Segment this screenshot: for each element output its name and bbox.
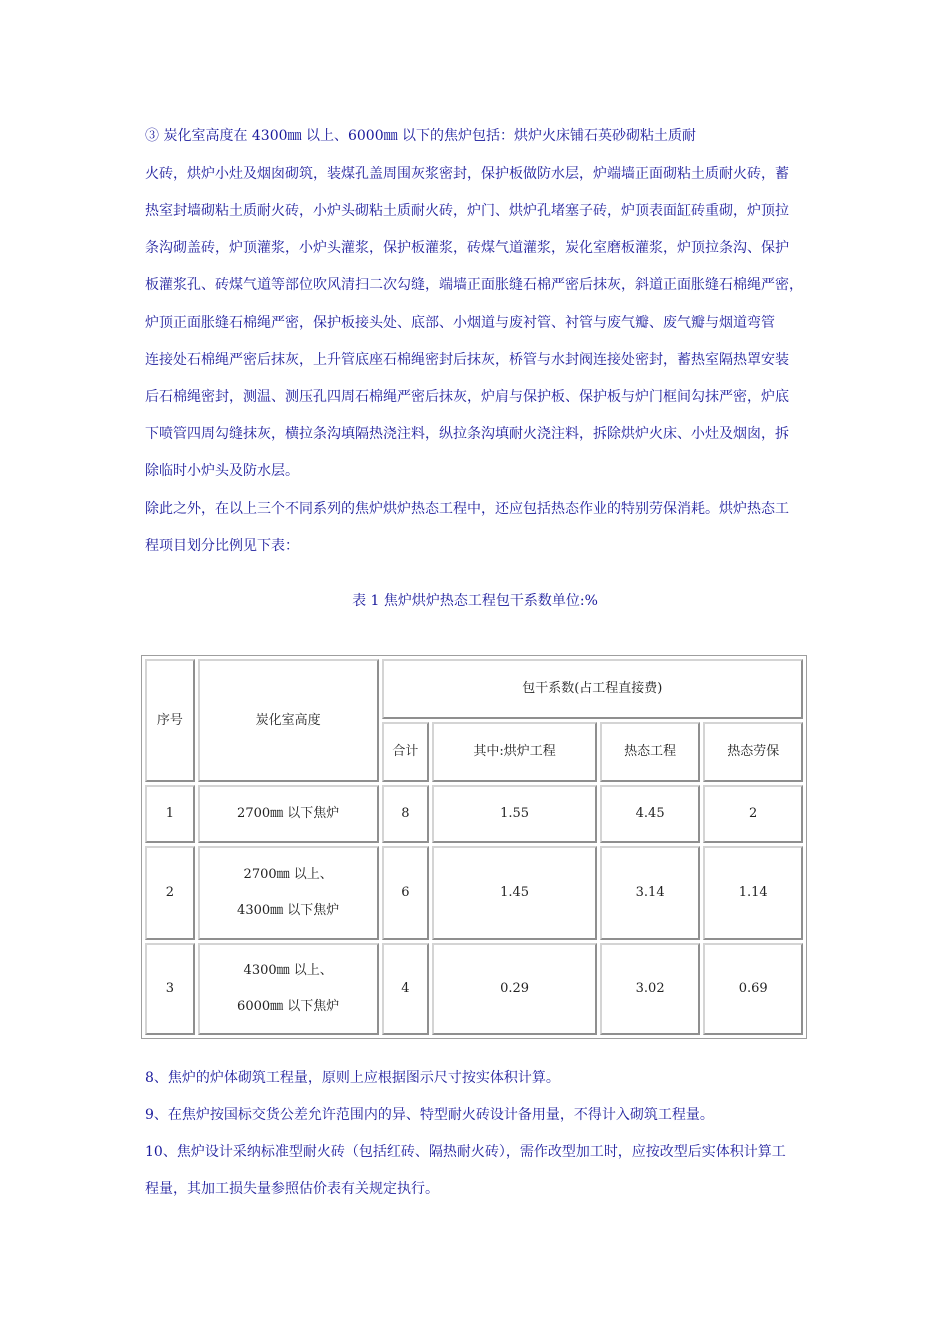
header-seq: 序号 [145, 659, 195, 782]
cell-labor: 1.14 [703, 846, 803, 940]
cell-oven: 1.55 [432, 785, 597, 843]
header-hot: 热态工程 [600, 722, 701, 782]
cell-hot: 3.14 [600, 846, 701, 940]
cell-height-line: 4300㎜ 以上、 [243, 963, 333, 978]
cell-height [198, 785, 379, 843]
table-caption: 表 1 焦炉烘炉热态工程包干系数单位:% [352, 593, 598, 609]
cell-oven: 1.45 [432, 846, 597, 940]
note-line: 9、在焦炉按国标交货公差允许范围内的异、特型耐火砖设计备用量，不得计入砌筑工程量。 [145, 1107, 714, 1123]
note-line: 8、焦炉的炉体砌筑工程量，原则上应根据图示尺寸按实体积计算。 [145, 1070, 560, 1086]
header-total: 合计 [382, 722, 430, 782]
paragraph-line: 火砖，烘炉小灶及烟囱砌筑，装煤孔盖周围灰浆密封，保护板做防水层，炉端墙正面砌粘土质耐火砖，蓄 [145, 166, 789, 182]
coefficient-table [141, 655, 807, 1039]
paragraph-line: 连接处石棉绳严密后抹灰，上升管底座石棉绳密封后抹灰，桥管与水封阀连接处密封，蓄热室隔热罩安装 [145, 352, 789, 368]
table-row [145, 785, 803, 843]
header-labor: 热态劳保 [703, 722, 803, 782]
cell-height-line: 2700㎜ 以下焦炉 [237, 806, 340, 821]
cell-total: 6 [382, 846, 430, 940]
paragraph-line: 下喷管四周勾缝抹灰，横拉条沟填隔热浇注料，纵拉条沟填耐火浇注料，拆除烘炉火床、小灶及烟囱，拆 [145, 426, 789, 442]
cell-total: 4 [382, 943, 430, 1035]
cell-labor: 2 [703, 785, 803, 843]
cell-labor: 0.69 [703, 943, 803, 1035]
paragraph-line: 热室封墙砌粘土质耐火砖，小炉头砌粘土质耐火砖，炉门、烘炉孔堵塞子砖，炉顶表面缸砖重砌，炉顶拉 [145, 203, 789, 219]
header-oven: 其中:烘炉工程 [432, 722, 597, 782]
header-group: 包干系数(占工程直接费) [382, 659, 803, 719]
cell-seq: 2 [145, 846, 195, 940]
cell-oven: 0.29 [432, 943, 597, 1035]
paragraph-line: 后石棉绳密封，测温、测压孔四周石棉绳严密后抹灰，炉肩与保护板、保护板与炉门框间勾抹严密，炉底 [145, 389, 789, 405]
note-line: 10、焦炉设计采纳标准型耐火砖（包括红砖、隔热耐火砖），需作改型加工时，应按改型后实体积计算工 [145, 1144, 786, 1160]
cell-height [198, 846, 379, 940]
cell-total: 8 [382, 785, 430, 843]
header-height: 炭化室高度 [198, 659, 379, 782]
cell-hot: 3.02 [600, 943, 701, 1035]
cell-height-line: 2700㎜ 以上、 [243, 867, 333, 882]
note-line: 程量，其加工损失量参照估价表有关规定执行。 [145, 1181, 439, 1197]
paragraph-line: 条沟砌盖砖，炉顶灌浆，小炉头灌浆，保护板灌浆，砖煤气道灌浆，炭化室磨板灌浆，炉顶拉条沟、保护 [145, 240, 789, 256]
cell-height [198, 943, 379, 1035]
cell-height-line: 6000㎜ 以下焦炉 [237, 999, 340, 1014]
paragraph-line: ③ 炭化室高度在 4300㎜ 以上、6000㎜ 以下的焦炉包括：烘炉火床铺石英砂砌粘土质耐 [145, 128, 697, 144]
table-row [145, 943, 803, 1035]
cell-height-line: 4300㎜ 以下焦炉 [237, 903, 340, 918]
cell-hot: 4.45 [600, 785, 701, 843]
cell-seq: 1 [145, 785, 195, 843]
paragraph-line: 板灌浆孔、砖煤气道等部位吹风清扫二次勾缝，端墙正面胀缝石棉严密后抹灰，斜道正面胀缝石棉绳严密， [145, 277, 803, 293]
intro-line: 除此之外，在以上三个不同系列的焦炉烘炉热态工程中，还应包括热态作业的特别劳保消耗。烘炉热态工 [145, 501, 789, 517]
cell-seq: 3 [145, 943, 195, 1035]
intro-line: 程项目划分比例见下表： [145, 538, 299, 554]
table-row [145, 846, 803, 940]
paragraph-line: 炉顶正面胀缝石棉绳严密，保护板接头处、底部、小烟道与废衬管、衬管与废气瓣、废气瓣与烟道弯管 [145, 315, 775, 331]
paragraph-line: 除临时小炉头及防水层。 [145, 463, 299, 479]
